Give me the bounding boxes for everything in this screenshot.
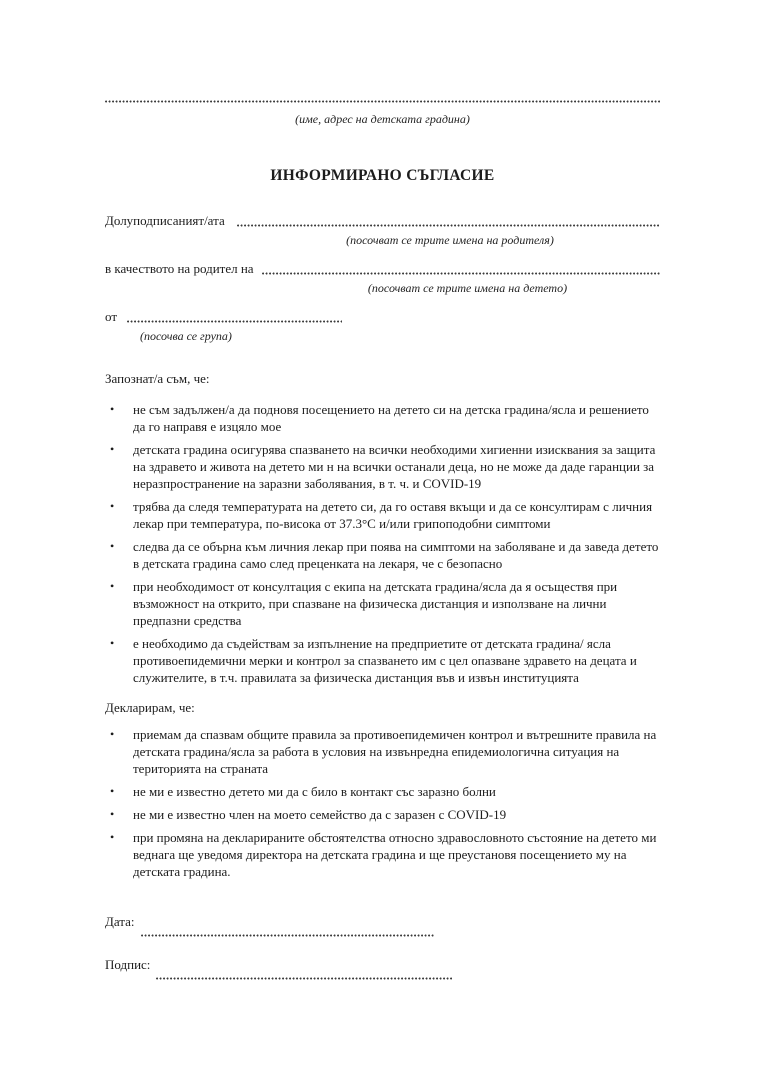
bullet-text: не съм задължен/а да подновя посещението на детето си на детска градина/ясла и решението да го направя е изцяло мое [133, 402, 649, 434]
bullet-item [105, 783, 660, 800]
bullet-item [105, 829, 660, 880]
bullet-marker-icon: • [110, 539, 115, 553]
field-label: Долуподписаният/ата [105, 213, 225, 228]
bullet-item [105, 578, 660, 629]
bullet-text: при необходимост от консултация с екипа на детската градина/ясла да я осъществя при възможност на открито, при спазване на физическа дистанция и използване на лични предпазни средства [133, 579, 618, 628]
section-heading-acknowledge: Запознат/а съм, че: [105, 371, 210, 386]
field-child-name [105, 260, 660, 296]
parent-name-fill-line [237, 224, 660, 227]
field-group [105, 308, 660, 344]
field-label: от [105, 309, 118, 324]
form-fields [105, 212, 660, 344]
signature-fill-line [156, 977, 452, 980]
bullet-marker-icon: • [110, 442, 115, 456]
signature-row [105, 956, 660, 974]
bullet-marker-icon: • [110, 807, 115, 821]
bullet-item [105, 401, 660, 435]
bullet-marker-icon: • [110, 636, 115, 650]
group-fill-line [127, 320, 342, 323]
field-row [105, 260, 660, 278]
bullet-text: не ми е известно член на моето семейство да с заразен с COVID-19 [133, 807, 507, 822]
bullet-text: трябва да следя температурата на детето си, да го оставя вкъщи и да се консултирам с личния лекар при температура, по-висока от 37.3°С и/или грипоподобни симптоми [133, 499, 653, 531]
bullet-item [105, 441, 660, 492]
date-label: Дата: [105, 914, 135, 929]
child-name-fill-line [262, 272, 660, 275]
bullet-item [105, 635, 660, 686]
page-title: ИНФОРМИРАНО СЪГЛАСИЕ [270, 167, 495, 184]
field-row [105, 308, 660, 326]
bullet-text: детската градина осигурява спазването на всички необходими хигиенни изисквания за защита на здравето и живота на детето ми н на всички останали деца, но не може да даде гаранции за неразпространение на заразни заболявания, в т. ч. и COVID-19 [133, 442, 656, 491]
field-caption: (посочва се група) [140, 329, 232, 343]
bullet-text: е необходимо да съдействам за изпълнение на предприетите от детската градина/ ясла противоепидемични мерки и контрол за спазването им с цел опазване здравето на децата и служителите, в т.ч. правилата за физическа дистанция във и извън институцията [133, 636, 637, 685]
bullet-item [105, 538, 660, 572]
section-heading-declare: Декларирам, че: [105, 700, 195, 715]
bullet-marker-icon: • [110, 499, 115, 513]
bullet-item [105, 726, 660, 777]
acknowledge-bullet-list [105, 401, 660, 686]
bullet-marker-icon: • [110, 784, 115, 798]
bullet-item [105, 498, 660, 532]
field-row [105, 212, 660, 230]
declare-bullet-list [105, 726, 660, 880]
bullet-text: при промяна на декларираните обстоятелства относно здравословното състояние на детето ми веднага ще уведомя директора на детската градина и ще преустановя посещението му на детската градина. [133, 830, 657, 879]
kindergarten-name-fill-line [105, 96, 660, 103]
bullet-marker-icon: • [110, 579, 115, 593]
field-caption: (посочват се трите имена на детето) [367, 281, 568, 295]
bullet-marker-icon: • [110, 727, 115, 741]
bullet-marker-icon: • [110, 402, 115, 416]
kindergarten-line-caption: (име, адрес на детската градина) [295, 112, 470, 126]
date-row [105, 913, 660, 931]
date-fill-line [141, 934, 434, 937]
signature-block [105, 913, 660, 974]
bullet-text: следва да се обърна към личния лекар при поява на симптоми на заболяване и да заведа детето в детската градина само след преценката на лекаря, че с безопасно [133, 539, 659, 571]
field-parent-name [105, 212, 660, 248]
bullet-marker-icon: • [110, 830, 115, 844]
field-caption: (посочват се трите имена на родителя) [346, 233, 554, 247]
bullet-text: не ми е известно детето ми да с било в контакт със заразно болни [133, 784, 496, 799]
bullet-item [105, 806, 660, 823]
bullet-text: приемам да спазвам общите правила за противоепидемичен контрол и вътрешните правила на детската градина/ясла за работа в условия на извънредна епидемиологична ситуация на територията на страната [133, 727, 657, 776]
field-label: в качеството на родител на [105, 261, 254, 276]
signature-label: Подпис: [105, 957, 151, 972]
